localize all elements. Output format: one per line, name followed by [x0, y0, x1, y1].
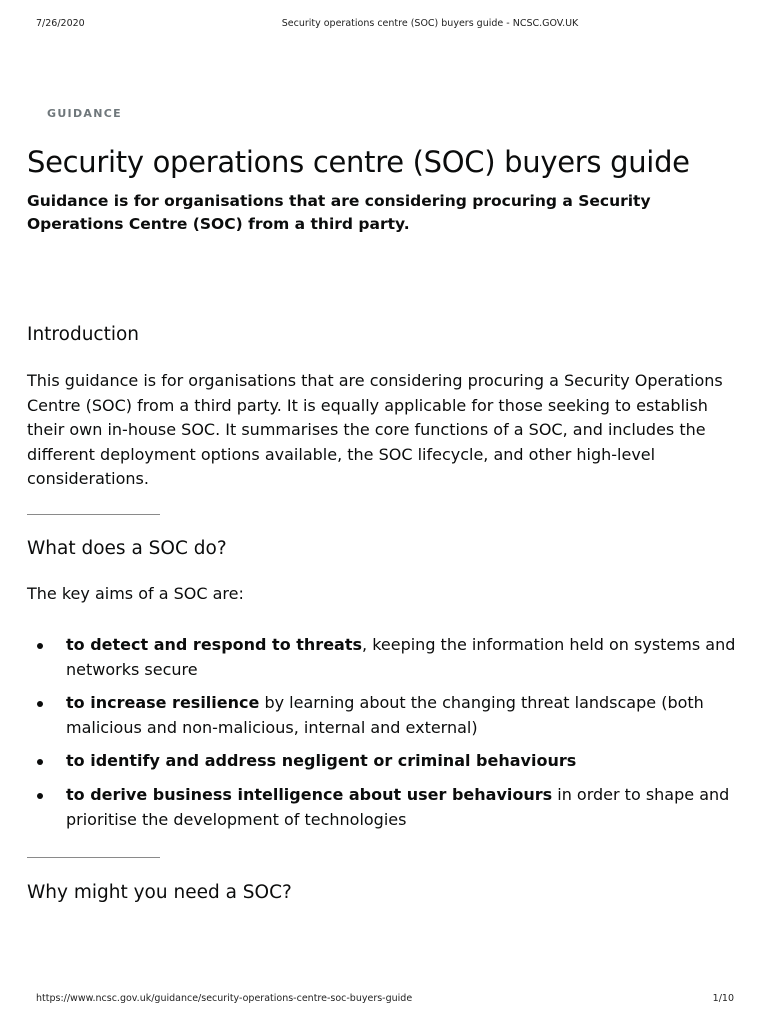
list-item-emphasis: to derive business intelligence about user behaviours — [66, 784, 553, 804]
bullet-dot — [37, 643, 43, 649]
page-summary: Guidance is for organisations that are considering procuring a Security Operations Centre (SOC) from a third party. — [27, 192, 651, 233]
introduction-paragraph: This guidance is for organisations that are considering procuring a Security Operations Centre (SOC) from a third party. It is equally applicable for those seeking to establish their own in-house SOC. It summarises the core functions of a SOC, and includes the different deployment options available, the SOC lifecycle, and other high-level considerations. — [27, 371, 723, 489]
print-date: 7/26/2020 — [36, 18, 85, 29]
section-divider — [27, 514, 160, 515]
bullet-dot — [37, 759, 43, 765]
list-item — [27, 691, 743, 740]
section-divider — [27, 857, 160, 858]
section-heading-why-might-you-need-a-soc: Why might you need a SOC? — [27, 882, 292, 903]
print-header — [0, 18, 768, 32]
list-item-emphasis: to identify and address negligent or criminal behaviours — [66, 751, 577, 771]
list-item-text: , keeping the information held on systems and networks secure — [66, 635, 736, 679]
print-url: https://www.ncsc.gov.uk/guidance/security-operations-centre-soc-buyers-guide — [36, 993, 413, 1004]
section-heading-introduction: Introduction — [27, 324, 140, 345]
bullet-dot — [37, 701, 43, 707]
key-aims-list — [27, 633, 743, 841]
print-footer — [0, 993, 768, 1007]
list-item-emphasis: to increase resilience — [66, 693, 260, 713]
list-item-emphasis: to detect and respond to threats — [66, 635, 363, 654]
section-heading-what-does-a-soc-do: What does a SOC do? — [27, 538, 227, 559]
key-aims-intro: The key aims of a SOC are: — [27, 584, 244, 603]
print-document-title: Security operations centre (SOC) buyers guide - NCSC.GOV.UK — [281, 18, 579, 29]
page-title: Security operations centre (SOC) buyers guide — [27, 145, 690, 179]
page-number: 1/10 — [712, 993, 734, 1004]
list-item-text: by learning about the changing threat landscape (both malicious and non-malicious, internal and external) — [66, 693, 704, 737]
content-type-label: GUIDANCE — [47, 107, 122, 120]
list-item-text: in order to shape and prioritise the development of technologies — [66, 784, 730, 829]
list-item — [27, 749, 743, 774]
list-item — [27, 783, 743, 832]
bullet-dot — [37, 793, 43, 799]
list-item — [27, 633, 743, 682]
